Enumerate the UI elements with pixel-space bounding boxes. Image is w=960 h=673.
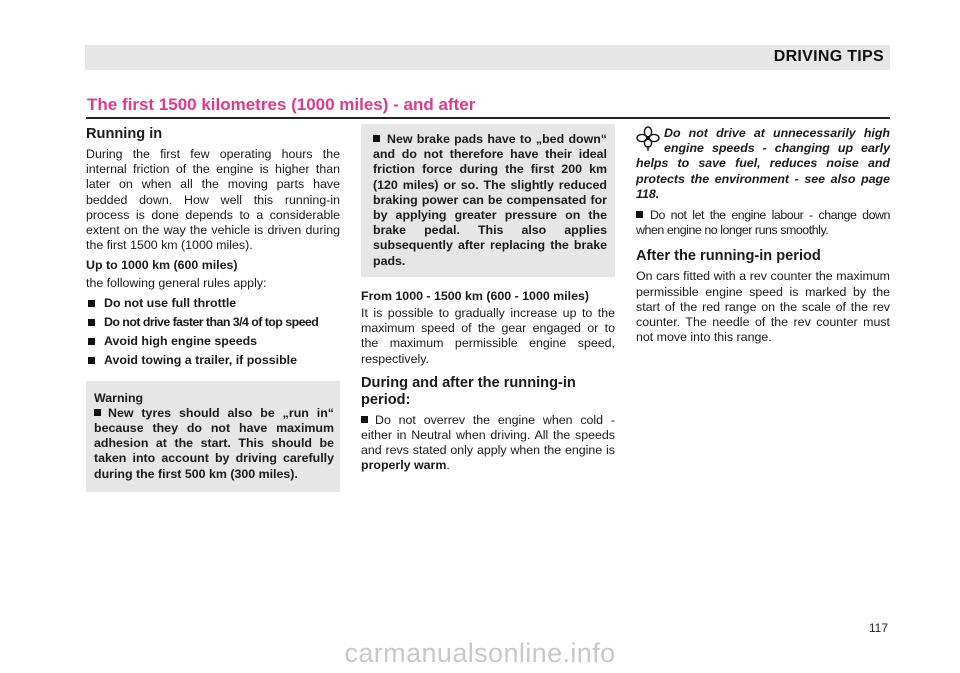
list-item: Avoid towing a trailer, if possible xyxy=(86,353,340,368)
rules-list xyxy=(86,296,340,369)
flower-icon xyxy=(636,126,660,152)
up-to-1000-subheading: Up to 1000 km (600 miles) xyxy=(86,258,238,273)
column-3 xyxy=(636,126,890,350)
page-number: 117 xyxy=(868,621,888,635)
column-2 xyxy=(361,126,615,479)
warning-box xyxy=(86,381,340,492)
running-in-intro: During the first few operating hours the internal friction of the engine is higher than later on when all the moving parts have bedded down. How well this running-in process is done depends to a considerable extent on the way the vehicle is driven during the first 1500 km (1000 miles). xyxy=(86,147,340,253)
after-running-in-heading: After the running-in period xyxy=(636,248,821,265)
chapter-divider xyxy=(86,117,890,119)
square-bullet-icon xyxy=(88,300,95,307)
from-1000-paragraph: It is possible to gradually increase up to the maximum speed of the gear engaged or to the maximum permissible engine speed, respectively. xyxy=(361,306,615,366)
square-bullet-icon xyxy=(636,211,643,218)
during-after-heading: During and after the running-in period: xyxy=(361,374,576,408)
environment-note: Do not drive at unnecessarily high engine speeds - changing up early helps to save fuel, reduces noise and protects the environment - see also page 118. xyxy=(636,126,890,201)
square-bullet-icon xyxy=(94,409,101,416)
watermark: carmanualsonline.info xyxy=(344,638,616,668)
from-1000-subheading: From 1000 - 1500 km (600 - 1000 miles) xyxy=(361,288,589,303)
overrev-paragraph: Do not overrev the engine when cold - either in Neutral when driving. All the speeds and revs stated only apply when the engine is properly warm. xyxy=(361,412,615,473)
list-item: Avoid high engine speeds xyxy=(86,334,340,349)
rules-intro: the following general rules apply: xyxy=(86,275,267,290)
brake-pads-box: New brake pads have to „bed down“ and do not therefore have their ideal friction force during the first 200 km (120 miles) or so. The slightly reduced braking power can be compensated for by applying greater pressure on the brake pedal. This also applies subsequently after replacing the brake pads. xyxy=(361,124,615,277)
square-bullet-icon xyxy=(88,338,95,345)
after-running-in-paragraph: On cars fitted with a rev counter the maximum permissible engine speed is marked by the start of the red range on the scale of the rev counter. The needle of the rev counter must not move into this range. xyxy=(636,269,890,345)
square-bullet-icon xyxy=(361,416,368,423)
header-bar xyxy=(85,45,890,70)
square-bullet-icon xyxy=(88,357,95,364)
list-item: Do not use full throttle xyxy=(86,296,340,311)
section-title: DRIVING TIPS xyxy=(773,48,884,65)
running-in-heading: Running in xyxy=(86,126,163,142)
square-bullet-icon xyxy=(373,135,380,142)
warning-text: New tyres should also be „run in“ because they do not have maximum adhesion at the start. This should be taken into account by driving carefully during the first 500 km (300 miles). xyxy=(94,405,334,481)
chapter-title: The first 1500 kilometres (1000 miles) - and after xyxy=(87,95,476,114)
warning-heading: Warning xyxy=(94,390,144,405)
column-1 xyxy=(86,126,340,492)
list-item: Do not drive faster than 3/4 of top speed xyxy=(86,315,340,330)
labour-bullet: Do not let the engine labour - change down when engine no longer runs smoothly. xyxy=(636,208,890,238)
square-bullet-icon xyxy=(88,319,95,326)
